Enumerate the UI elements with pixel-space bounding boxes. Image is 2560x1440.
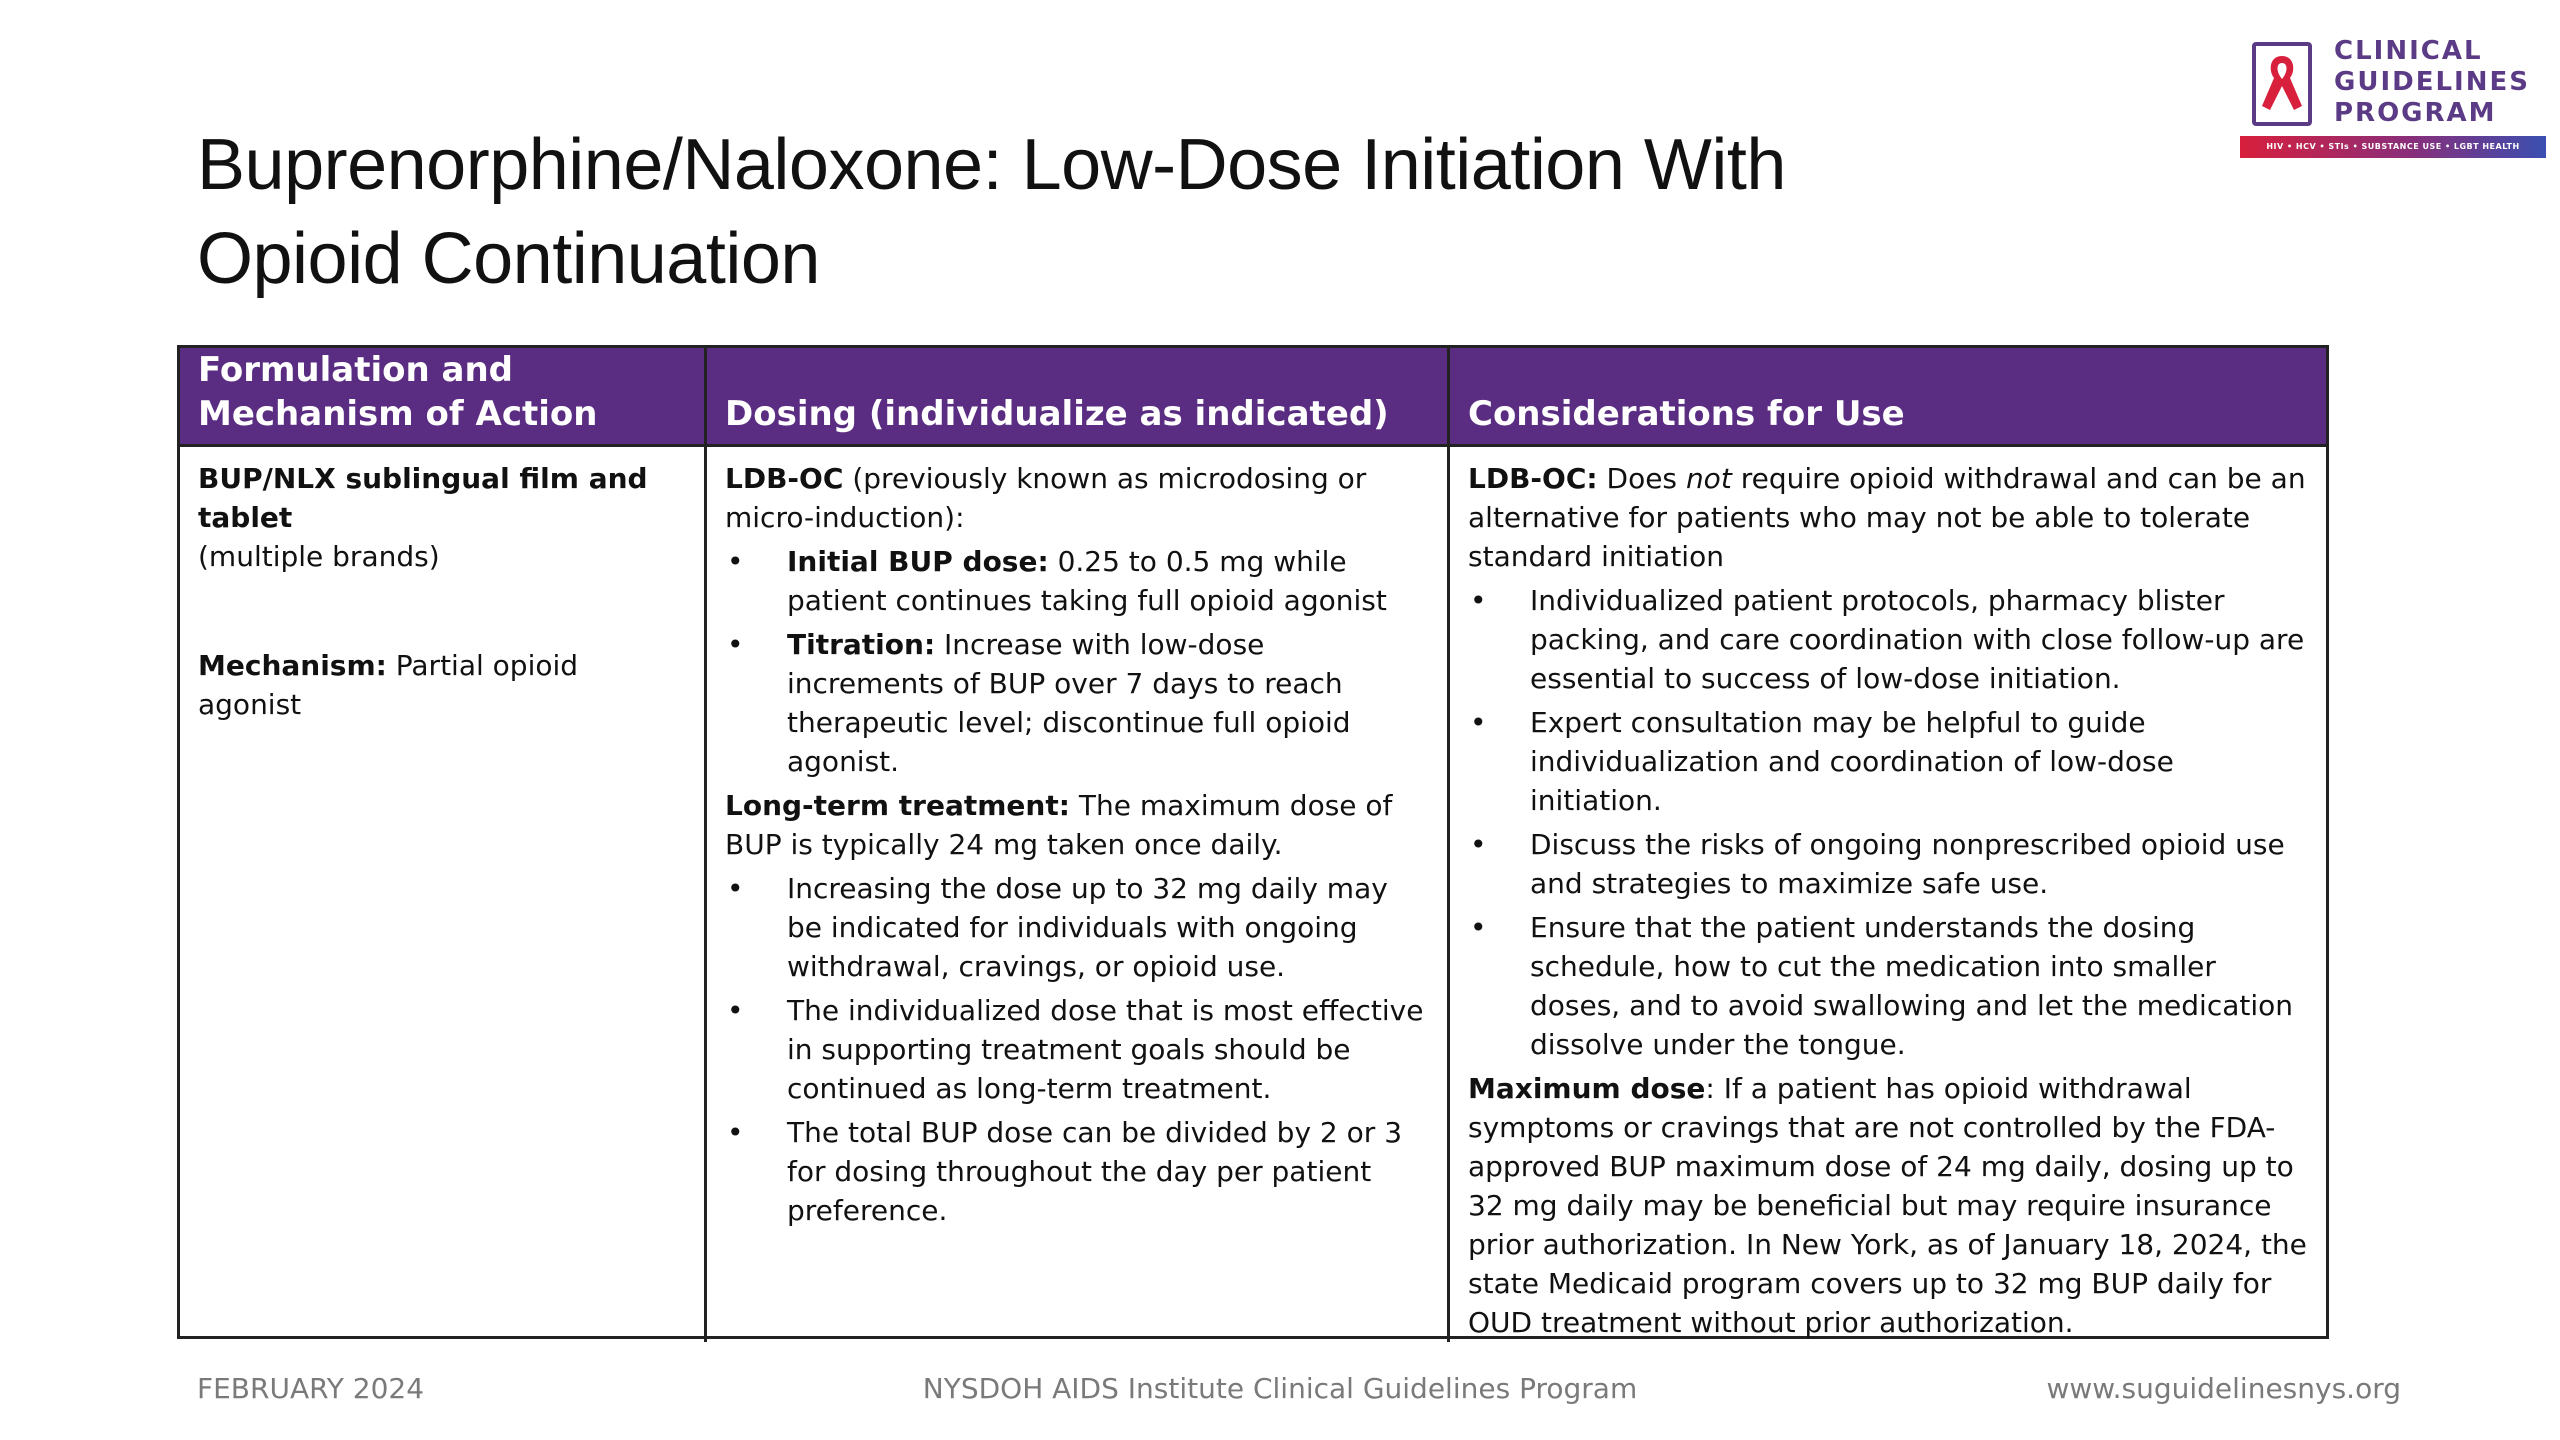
footer-date: FEBRUARY 2024	[197, 1372, 425, 1405]
page-title-line-2: Opioid Continuation	[197, 219, 820, 299]
header-considerations: Considerations for Use	[1468, 394, 1905, 434]
considerations-text-post: require opioid withdrawal and can be an alternative for patients who may not be able to tolerate standard initiation	[1468, 462, 2306, 573]
header-dosing: Dosing (individualize as indicated)	[707, 348, 1450, 444]
mechanism-value: Partial opioid agonist	[198, 649, 579, 721]
logo-tagline-bar: HIV • HCV • STIs • SUBSTANCE USE • LGBT HEALTH	[2240, 136, 2546, 158]
list-item	[725, 542, 1429, 620]
ldb-intro	[725, 459, 1429, 537]
bullet-text: Expert consultation may be helpful to guide individualization and coordination of low-dose initiation.	[1530, 706, 2174, 817]
clinical-guidelines-logo	[2240, 36, 2560, 166]
header-formulation-line-2: Mechanism of Action	[198, 394, 598, 434]
header-formulation-line-1: Formulation and	[198, 350, 513, 390]
cell-dosing	[707, 447, 1450, 1342]
formulation-text	[198, 459, 686, 576]
bullet-text: Individualized patient protocols, pharmacy blister packing, and care coordination with close follow-up are essential to success of low-dose initiation.	[1530, 584, 2305, 695]
ribbon-icon	[2256, 46, 2308, 122]
bullet-glyph: •	[1470, 706, 1487, 739]
footer-website-link[interactable]: www.suguidelinesnys.org	[2046, 1372, 2401, 1405]
header-formulation	[180, 348, 707, 444]
considerations-text-pre: Does	[1606, 462, 1678, 495]
logo-wordmark	[2334, 36, 2530, 129]
ldb-description: (previously known as microdosing or micro-induction):	[725, 462, 1367, 534]
long-term-description: The maximum dose of BUP is typically 24 mg taken once daily.	[725, 789, 1393, 861]
bullet-bold-label: Initial BUP dose:	[787, 545, 1049, 578]
bullet-glyph: •	[727, 1116, 744, 1149]
list-item	[1468, 703, 2308, 820]
table-body-row	[180, 447, 2326, 1342]
bullet-glyph: •	[1470, 584, 1487, 617]
list-item	[1468, 825, 2308, 903]
long-term-label: Long-term treatment:	[725, 789, 1070, 822]
cell-considerations	[1450, 447, 2326, 1342]
long-term-text	[725, 786, 1429, 864]
bullet-glyph: •	[727, 545, 744, 578]
bullet-text: Increase with low-dose increments of BUP over 7 days to reach therapeutic level; discontinue full opioid agonist.	[787, 628, 1351, 778]
ldb-label: LDB-OC	[725, 462, 844, 495]
page-title	[197, 118, 2047, 306]
bullet-text: Ensure that the patient understands the dosing schedule, how to cut the medication into smaller doses, and to avoid swallowing and let the medication dissolve under the tongue.	[1530, 911, 2293, 1061]
bullet-text: 0.25 to 0.5 mg while patient continues taking full opioid agonist	[787, 545, 1387, 617]
formulation-brands: (multiple brands)	[198, 540, 440, 573]
table-header-row	[180, 348, 2326, 447]
considerations-intro	[1468, 459, 2308, 576]
bullet-text: Discuss the risks of ongoing nonprescribed opioid use and strategies to maximize safe use.	[1530, 828, 2285, 900]
bullet-glyph: •	[727, 872, 744, 905]
logo-word-program: PROGRAM	[2334, 98, 2497, 128]
considerations-text-emphasis: not	[1685, 462, 1732, 495]
bullet-text: Increasing the dose up to 32 mg daily may be indicated for individuals with ongoing withdrawal, cravings, or opioid use.	[787, 872, 1388, 983]
cell-formulation	[180, 447, 707, 1342]
considerations-ldb-label: LDB-OC:	[1468, 462, 1598, 495]
list-item	[725, 1113, 1429, 1230]
bullet-glyph: •	[727, 994, 744, 1027]
mechanism-label: Mechanism:	[198, 649, 387, 682]
bullet-text: The individualized dose that is most effective in supporting treatment goals should be continued as long-term treatment.	[787, 994, 1424, 1105]
logo-word-clinical: CLINICAL	[2334, 36, 2483, 66]
considerations-bullet-list	[1468, 581, 2308, 1064]
ldb-bullet-list	[725, 542, 1429, 781]
maximum-dose-label: Maximum dose	[1468, 1072, 1706, 1105]
page-title-line-1: Buprenorphine/Naloxone: Low-Dose Initiation With	[197, 125, 1786, 205]
bullet-bold-label: Titration:	[787, 628, 936, 661]
footer-program-name: NYSDOH AIDS Institute Clinical Guidelines Program	[922, 1372, 1638, 1405]
maximum-dose-text	[1468, 1069, 2308, 1342]
list-item	[1468, 581, 2308, 698]
maximum-dose-description: : If a patient has opioid withdrawal symptoms or cravings that are not controlled by the FDA-approved BUP maximum dose of 24 mg daily, dosing up to 32 mg daily may be beneficial but may require insurance prior authorization. In New York, as of January 18, 2024, the state Medicaid program covers up to 32 mg BUP daily for OUD treatment without prior authorization.	[1468, 1072, 2307, 1339]
mechanism-text	[198, 646, 686, 724]
bullet-glyph: •	[727, 628, 744, 661]
list-item	[725, 869, 1429, 986]
list-item	[725, 991, 1429, 1108]
logo-word-guidelines: GUIDELINES	[2334, 67, 2530, 97]
bullet-glyph: •	[1470, 911, 1487, 944]
formulation-name: BUP/NLX sublingual film and tablet	[198, 462, 648, 534]
list-item	[1468, 908, 2308, 1064]
dosing-table	[177, 345, 2329, 1339]
long-term-bullet-list	[725, 869, 1429, 1230]
logo-badge	[2252, 42, 2312, 126]
bullet-text: The total BUP dose can be divided by 2 or 3 for dosing throughout the day per patient preference.	[787, 1116, 1403, 1227]
bullet-glyph: •	[1470, 828, 1487, 861]
list-item	[725, 625, 1429, 781]
